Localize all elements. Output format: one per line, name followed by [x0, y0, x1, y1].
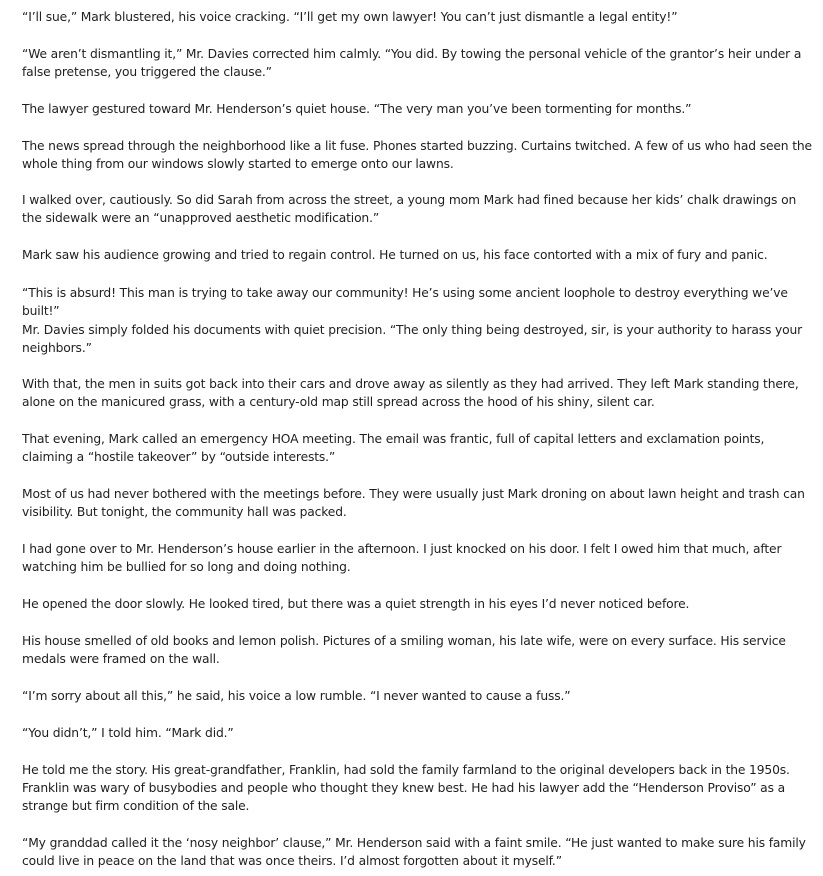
paragraph: I walked over, cautiously. So did Sarah from across the street, a young mom Mark had fined because her kids’ chalk drawings on the sidewalk were an “unapproved aesthetic modification.” — [22, 193, 797, 225]
paragraph: His house smelled of old books and lemon polish. Pictures of a smiling woman, his late wife, were on every surface. His service medals were framed on the wall. — [22, 634, 786, 666]
paragraph: “We aren’t dismantling it,” Mr. Davies corrected him calmly. “You did. By towing the personal vehicle of the grantor’s heir under a false pretense, you triggered the clause.” — [22, 47, 802, 79]
paragraph: Most of us had never bothered with the meetings before. They were usually just Mark droning on about lawn height and trash can visibility. But tonight, the community hall was packed. — [22, 487, 805, 519]
paragraph: “My granddad called it the ‘nosy neighbor’ clause,” Mr. Henderson said with a faint smile. “He just wanted to make sure his family could live in peace on the land that was once theirs. I’d almost forgotten about it myself.” — [22, 836, 806, 868]
paragraph: Mark saw his audience growing and tried to regain control. He turned on us, his face contorted with a mix of fury and panic. — [22, 248, 768, 262]
paragraph: I had gone over to Mr. Henderson’s house earlier in the afternoon. I just knocked on his door. I felt I owed him that much, after watching him be bullied for so long and doing nothing. — [22, 542, 782, 574]
paragraph: “I’ll sue,” Mark blustered, his voice cracking. “I’ll get my own lawyer! You can’t just dismantle a legal entity!” — [22, 10, 678, 24]
paragraph: “I’m sorry about all this,” he said, his voice a low rumble. “I never wanted to cause a fuss.” — [22, 689, 571, 703]
paragraph: He told me the story. His great-grandfather, Franklin, had sold the family farmland to the original developers back in the 1950s. Franklin was wary of busybodies and people who thought they knew best. He had his lawyer add the “Henderson Proviso” as a strange but firm condition of the sale. — [22, 763, 790, 813]
paragraph: The lawyer gestured toward Mr. Henderson’s quiet house. “The very man you’ve been tormenting for months.” — [22, 102, 692, 116]
paragraph: Mr. Davies simply folded his documents with quiet precision. “The only thing being destroyed, sir, is your authority to harass your neighbors.” — [22, 323, 803, 355]
paragraph: He opened the door slowly. He looked tired, but there was a quiet strength in his eyes I’d never noticed before. — [22, 597, 690, 611]
paragraph: That evening, Mark called an emergency HOA meeting. The email was frantic, full of capital letters and exclamation points, claiming a “hostile takeover” by “outside interests.” — [22, 432, 765, 464]
paragraph: “This is absurd! This man is trying to take away our community! He’s using some ancient loophole to destroy everything we’ve built!” — [22, 286, 788, 318]
paragraph: The news spread through the neighborhood like a lit fuse. Phones started buzzing. Curtains twitched. A few of us who had seen the whole thing from our windows slowly started to emerge onto our lawns. — [22, 139, 812, 171]
paragraph: “You didn’t,” I told him. “Mark did.” — [22, 726, 234, 740]
paragraph: With that, the men in suits got back into their cars and drove away as silently as they had arrived. They left Mark standing there, alone on the manicured grass, with a century-old map still spread across the hood of his shiny, silent car. — [22, 377, 799, 409]
